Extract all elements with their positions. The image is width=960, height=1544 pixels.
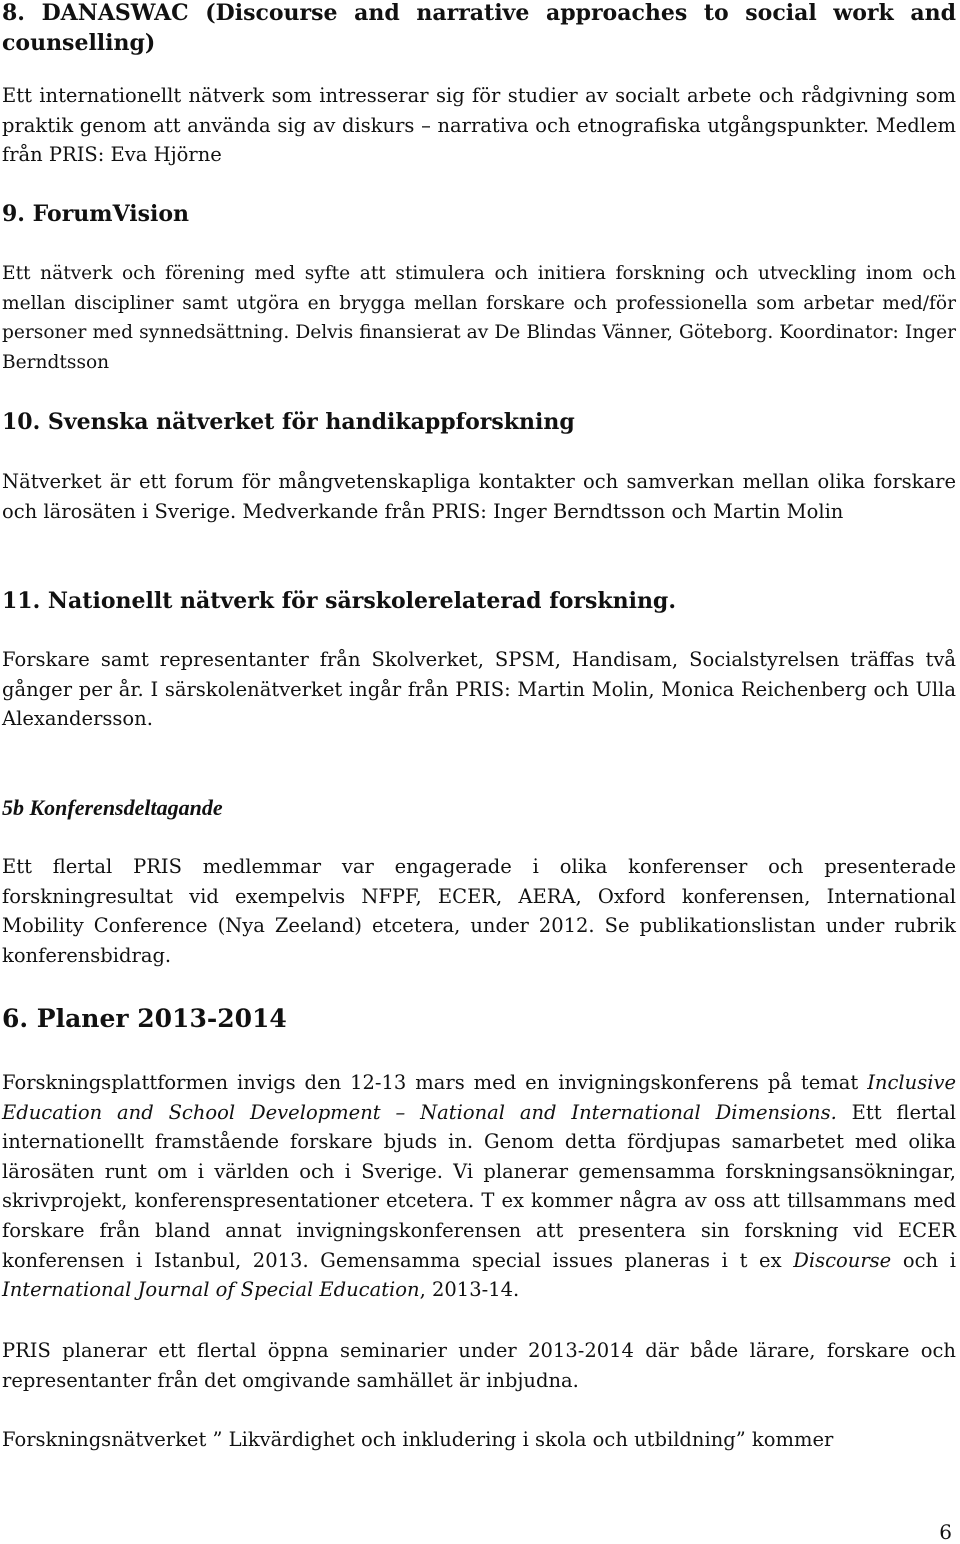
section-9-paragraph: Ett nätverk och förening med syfte att stimulera och initiera forskning och utveckling inom och mellan discipliner samt utgöra en brygga mellan forskare och professionella som arbetar med/för personer med synnedsättning. Delvis finansierat av De Blindas Vänner, Göteborg. Koordinator: Inger Berndtsson bbox=[2, 263, 956, 373]
plans-p1-theme: Inclusive Education and School Development – National and International Dimensions. bbox=[2, 1071, 956, 1124]
page-number: 6 bbox=[939, 1520, 952, 1544]
conference-paragraph: Ett flertal PRIS medlemmar var engagerade i olika konferenser och presenterade forskningresultat vid exempelvis NFPF, ECER, AERA, Oxford konferensen, International Mobility Conference (Nya Zeeland) etcetera, under 2012. Se publikationslistan under rubrik konferensbidrag. bbox=[2, 855, 956, 967]
conference-heading: 5b Konferensdeltagande bbox=[2, 795, 223, 820]
plans-p1-text-b: Ett flertal internationellt framstående forskare bjuds in. Genom detta fördjupas samarbetet med olika lärosäten runt om i världen och i Sverige. Vi planerar gemensamma forskningsansökningar, skrivprojekt, konferenspresentationer etcetera. T ex kommer några av oss att tillsammans med forskare från bland annat invigningskonferensen att presentera sin forskning vid ECER konferensen i Istanbul, 2013. Gemensamma special issues planeras i t ex bbox=[2, 1100, 956, 1272]
plans-p1-journal-ijse: International Journal of Special Education bbox=[2, 1278, 420, 1302]
section-9-heading: 9. ForumVision bbox=[2, 201, 190, 227]
plans-p1-journal-discourse: Discourse bbox=[793, 1248, 892, 1272]
section-10-paragraph: Nätverket är ett forum för mångvetenskapliga kontakter och samverkan mellan olika forskare och lärosäten i Sverige. Medverkande från PRIS: Inger Berndtsson och Martin Molin bbox=[2, 470, 956, 523]
plans-heading: 6. Planer 2013-2014 bbox=[2, 1004, 287, 1033]
plans-p1-text-d: , 2013-14. bbox=[419, 1278, 520, 1302]
section-8-heading: 8. DANASWAC (Discourse and narrative approaches to social work and counselling) bbox=[2, 0, 956, 56]
plans-paragraph-3: Forskningsnätverket ” Likvärdighet och inkludering i skola och utbildning” kommer bbox=[2, 1428, 834, 1451]
section-8-paragraph: Ett internationellt nätverk som intresserar sig för studier av socialt arbete och rådgivning som praktik genom att använda sig av diskurs – narrativa och etnografiska utgångspunkter. Medlem från PRIS: Eva Hjörne bbox=[2, 84, 956, 167]
section-11-paragraph: Forskare samt representanter från Skolverket, SPSM, Handisam, Socialstyrelsen träffas två gånger per år. I särskolenätverket ingår från PRIS: Martin Molin, Monica Reichenberg och Ulla Alexandersson. bbox=[2, 648, 956, 731]
section-10-heading: 10. Svenska nätverket för handikappforskning bbox=[2, 409, 575, 435]
plans-paragraph-2: PRIS planerar ett flertal öppna seminarier under 2013-2014 där både lärare, forskare och representanter från det omgivande samhället är inbjudna. bbox=[2, 1339, 956, 1392]
section-11-heading: 11. Nationellt nätverk för särskolerelaterad forskning. bbox=[2, 588, 676, 614]
plans-paragraph-1 bbox=[2, 1068, 956, 1305]
plans-p1-text-a: Forskningsplattformen invigs den 12-13 mars med en invigningskonferens på temat bbox=[2, 1071, 868, 1094]
plans-p1-text-c: och i bbox=[891, 1248, 956, 1272]
